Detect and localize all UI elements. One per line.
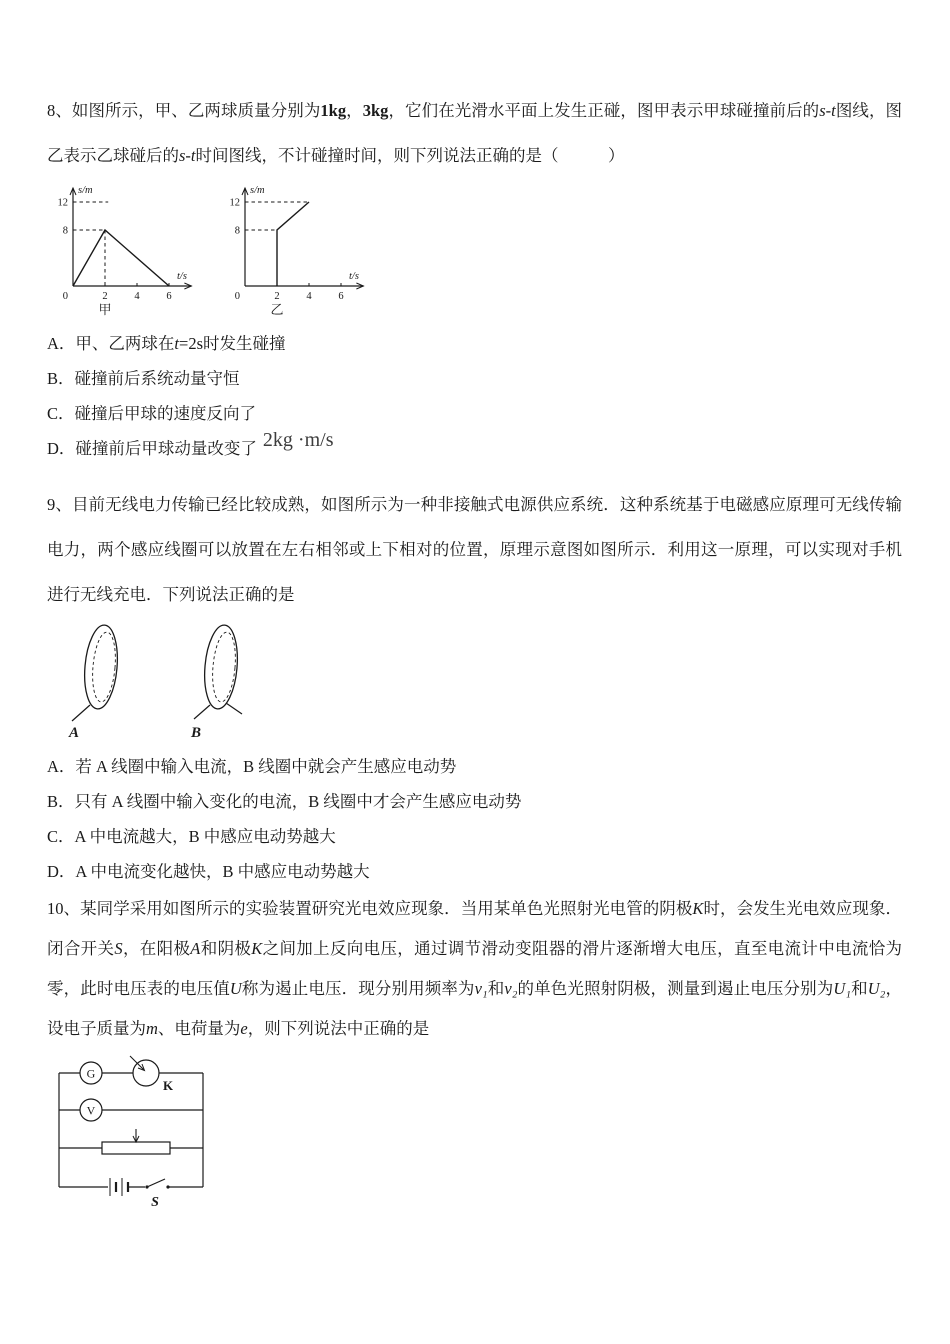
light-arrow — [130, 1056, 144, 1070]
induction-coils-figure — [49, 619, 289, 743]
tick-label: 12 — [229, 197, 240, 209]
coil-b-lead-left — [194, 705, 210, 719]
q8-option-b: B．碰撞前后系统动量守恒 — [47, 369, 240, 388]
origin-label: 0 — [234, 291, 240, 302]
x-axis-label: t/s — [349, 271, 359, 282]
q8-option-d: D．碰撞前后甲球动量改变了 2kg ·m/s — [47, 429, 334, 458]
galvanometer-label: G — [86, 1066, 96, 1081]
tick-label: 2 — [102, 291, 108, 302]
switch-label: S — [151, 1195, 159, 1210]
y-axis-label: s/m — [250, 185, 265, 196]
question-9 — [47, 482, 902, 889]
question-8-stem: 8、如图所示，甲、乙两球质量分别为1kg，3kg，它们在光滑水平面上发生正碰，图甲表示甲球碰撞前后的s-t图线，图乙表示乙球碰后的s-t时间图线，不计碰撞时间，则下列说法正确的是（ ） — [47, 101, 903, 165]
coil-a-label: A — [69, 725, 80, 741]
coil-b-label: B — [191, 725, 202, 741]
position-time-line — [277, 202, 309, 286]
voltmeter-label: V — [86, 1103, 96, 1118]
q8-option-a: A．甲、乙两球在t=2s时发生碰撞 — [47, 334, 286, 353]
y-axis-label: s/m — [78, 185, 93, 196]
tick-label: 6 — [166, 291, 172, 302]
switch-blade — [147, 1179, 165, 1187]
tick-label: 8 — [62, 225, 68, 237]
photoelectric-circuit-figure — [47, 1053, 235, 1211]
question-9-stem: 9、目前无线电力传输已经比较成熟，如图所示为一种非接触式电源供应系统．这种系统基于电磁感应原理可无线传输电力，两个感应线圈可以放置在左右相邻或上下相对的位置，原理示意图如图所示．利用这一原理，可以实现对手机进行无线充电．下列说法正确的是 — [47, 495, 902, 604]
cathode-label: K — [163, 1078, 174, 1093]
tick-label: 6 — [338, 291, 344, 302]
q9-option-a: A．若 A 线圈中输入电流，B 线圈中就会产生感应电动势 — [47, 757, 457, 776]
q8-graphs — [47, 182, 902, 320]
q9-option-d: D．A 中电流变化越快，B 中感应电动势越大 — [47, 862, 370, 881]
graph-caption: 乙 — [270, 302, 284, 317]
coil-a-inner-ring — [90, 631, 118, 703]
coil-b — [190, 624, 242, 741]
coil-a-lead — [72, 705, 90, 721]
tick-label: 4 — [134, 291, 140, 302]
tick-label: 4 — [306, 291, 312, 302]
tick-label: 8 — [234, 225, 240, 237]
q8-options — [47, 326, 902, 466]
coil-b-lead-right — [226, 703, 242, 714]
q8-option-c: C．碰撞后甲球的速度反向了 — [47, 404, 257, 423]
q9-option-c: C．A 中电流越大，B 中感应电动势越大 — [47, 827, 336, 846]
question-8 — [47, 88, 902, 466]
st-graph-1 — [219, 182, 375, 320]
q10-circuit-diagram — [47, 1053, 902, 1211]
tick-label: 12 — [57, 197, 68, 209]
q9-options — [47, 749, 902, 889]
origin-label: 0 — [62, 291, 68, 302]
position-time-line — [73, 230, 169, 286]
question-10-stem: 10、某同学采用如图所示的实验装置研究光电效应现象．当用某单色光照射光电管的阴极K时，会发生光电效应现象．闭合开关S，在阳极A和阴极K之间加上反向电压，通过调节滑动变阻器的滑片逐渐增大电压，直至电流计中电流恰为零，此时电压表的电压值U称为遏止电压．现分别用频率为v₁和v₂的单色光照射阴极，测量到遏止电压分别为U₁和U₂，设电子质量为m、电荷量为e，则下列说法中正确的是 — [47, 899, 903, 1038]
tick-label: 2 — [274, 291, 280, 302]
x-axis-label: t/s — [177, 271, 187, 282]
question-10 — [47, 889, 902, 1211]
st-graph-0 — [47, 182, 203, 320]
graph-caption: 甲 — [98, 302, 112, 317]
rheostat — [102, 1142, 170, 1154]
coil-a — [68, 624, 121, 741]
phototube — [133, 1060, 159, 1086]
q9-option-b: B．只有 A 线圈中输入变化的电流，B 线圈中才会产生感应电动势 — [47, 792, 522, 811]
q9-coil-diagram — [49, 619, 902, 743]
coil-b-inner-ring — [210, 631, 238, 703]
